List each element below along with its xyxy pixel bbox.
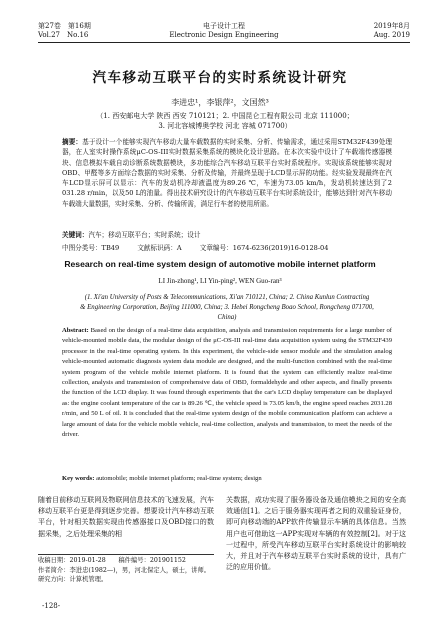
affiliations-en (62, 293, 392, 322)
date-cn: 2019年8月 (373, 22, 410, 30)
date-en: Aug. 2019 (373, 31, 410, 39)
abstract-cn-text: 基于设计一个能够实现汽车移动大量车载数据的实时采集、分析、传输需求，通过采用STM32F439处理器，在人室实时操作系统μC-OS-III实时数据采集系统的模块化设计思路。在本次实验中设计了车载端传感器模块、信息模拟车载自动诊断系统数据模块，多功能综合汽车移动互联平台实时系统程序。实现该系统能够实现对OBD、甲醛等多方面综合数据的实时采集、分析及传输，并最终呈现于LCD显示屏的功能。经实验发现最终在汽车LCD显示屏可以显示：汽车的发动机冷却液温度为89.26 ℃，车速为73.05 km/h，发动机转速达到了2 031.28 r/min，以及50 L的油量。得出技术研究设计的汽车移动互联平台实时系统设计，能够达到针对汽车移动车载端大量数据，实时采集、分析、传输所需，满足行车者的使用所需。 (62, 138, 393, 208)
footnote-author-bio: 作者简介：李进忠(1982—)，男，河北保定人，硕士，讲师。研究方向：计算机管理。 (38, 567, 211, 583)
body-column-left: 随着目前移动互联网及物联网信息技术的飞速发展，汽车移动互联平台更是得到逐步完善。想要设计汽车移动互联平台，针对相关数据实现由传感器接口及OBD接口的数据采集，之后处理采集的相 (38, 496, 214, 538)
affiliations-cn (60, 111, 390, 131)
affiliation-line: & Engineering Corporation, Beijing 111000, China; 3. Hebei Rongcheng Boao School, Rongcheng 071700, (80, 303, 374, 311)
paper-title-cn: 汽车移动互联平台的实时系统设计研究 (92, 70, 348, 86)
journal-en: Electronic Design Engineering (169, 31, 279, 39)
keywords-en-label: Key words: (62, 475, 95, 482)
abstract-cn-label: 摘要： (62, 138, 83, 146)
body-column-right: 关数据，成功实现了服务器设备及通信模块之间的安全高效通信[1]。之后于服务器实现再者之间的双重验证身份，即可向移动端的APP软件传输显示车辆的具体信息。当然用户也可借助这一APP实现对车辆的有效控制[2]。对于这一过程中，所受汽车移动互联平台实时系统设计的影响较大，并且对于汽车移动互联平台实时系统的设计，具有广泛的应用价值。 (226, 496, 406, 572)
header-divider (38, 42, 410, 43)
affiliation-line: China) (217, 313, 237, 321)
page-number: -128- (42, 602, 61, 610)
keywords-cn-text: 汽车；移动互联平台；实时系统；设计 (88, 231, 201, 239)
abstract-en-text: Based on the design of a real-time data acquisition, analysis and transmission requirements for a large number of vehicle-mounted mobile data, the modular design of the μC-OS-III real-time data acquisition system using the STM32F439 processor in the real-time operating system. In this experiment, the vehicle-side sensor module and the simulation analog vehicle-mounted automatic diagnosis system data module are designed, and the multi-function combined with the real-time system program of the vehicle mobile internet platform. It is found that the system can efficiently realize real-time collection, analysis and transmission of comprehensive data of OBD, formaldehyde and other aspects, and finally presents the function of the LCD display. It was found through experiments that the car's LCD display temperature can be displayed as: the engine coolant temperature of the car is 89.26 ℃, the vehicle speed is 73.05 km/h, the engine speed reaches 2031.28 r/min, and 50 L of oil. It is concluded that the real-time system design of the mobile communication platform can achieve a large amount of data for the vehicle mobile vehicle, real-time collection, analysis and transmission, to meet the needs of the driver. (62, 327, 392, 439)
abstract-cn (62, 137, 392, 209)
footnote-dates: 收稿日期：2019-01-28 稿件编号：201901152 (38, 557, 186, 564)
abstract-en (62, 326, 392, 440)
keywords-cn (62, 230, 392, 240)
affiliation-line: （1. 西安邮电大学 陕西 西安 710121；2. 中国昆仑工程有限公司 北京 111000； (96, 112, 354, 120)
keywords-cn-label: 关键词： (62, 231, 89, 239)
paper-title-en: Research on real-time system design of automotive mobile internet platform (64, 259, 376, 269)
keywords-en-text: automobile; mobile internet platform; real-time system; design (96, 475, 262, 482)
volume-en: Vol.27 No.16 (38, 31, 89, 39)
authors-cn: 李进忠¹，李银萍²，文国然³ (171, 98, 269, 107)
clc-number: 中图分类号：TB49 (62, 244, 120, 252)
affiliation-line: (1. Xi'an University of Posts & Telecommunications, Xi'an 710121, China; 2. China Kunlun Contracting (84, 294, 370, 301)
article-number: 文章编号：1674-6236(2019)16-0128-04 (199, 244, 329, 252)
document-code: 文献标识码：A (137, 244, 182, 252)
authors-en: LI Jin-zhong¹, LI Yin-ping², WEN Guo-ran³ (158, 277, 282, 285)
header-journal (38, 22, 410, 40)
abstract-en-label: Abstract: (62, 327, 89, 334)
journal-cn: 电子设计工程 (203, 22, 245, 30)
footnote-divider (38, 554, 214, 555)
affiliation-line: 3. 河北容城博奥学校 河北 容城 071700） (158, 122, 292, 130)
classification-line (62, 243, 392, 253)
keywords-en (62, 474, 392, 484)
volume-cn: 第27卷 第16期 (38, 22, 91, 30)
header-date (374, 22, 410, 40)
